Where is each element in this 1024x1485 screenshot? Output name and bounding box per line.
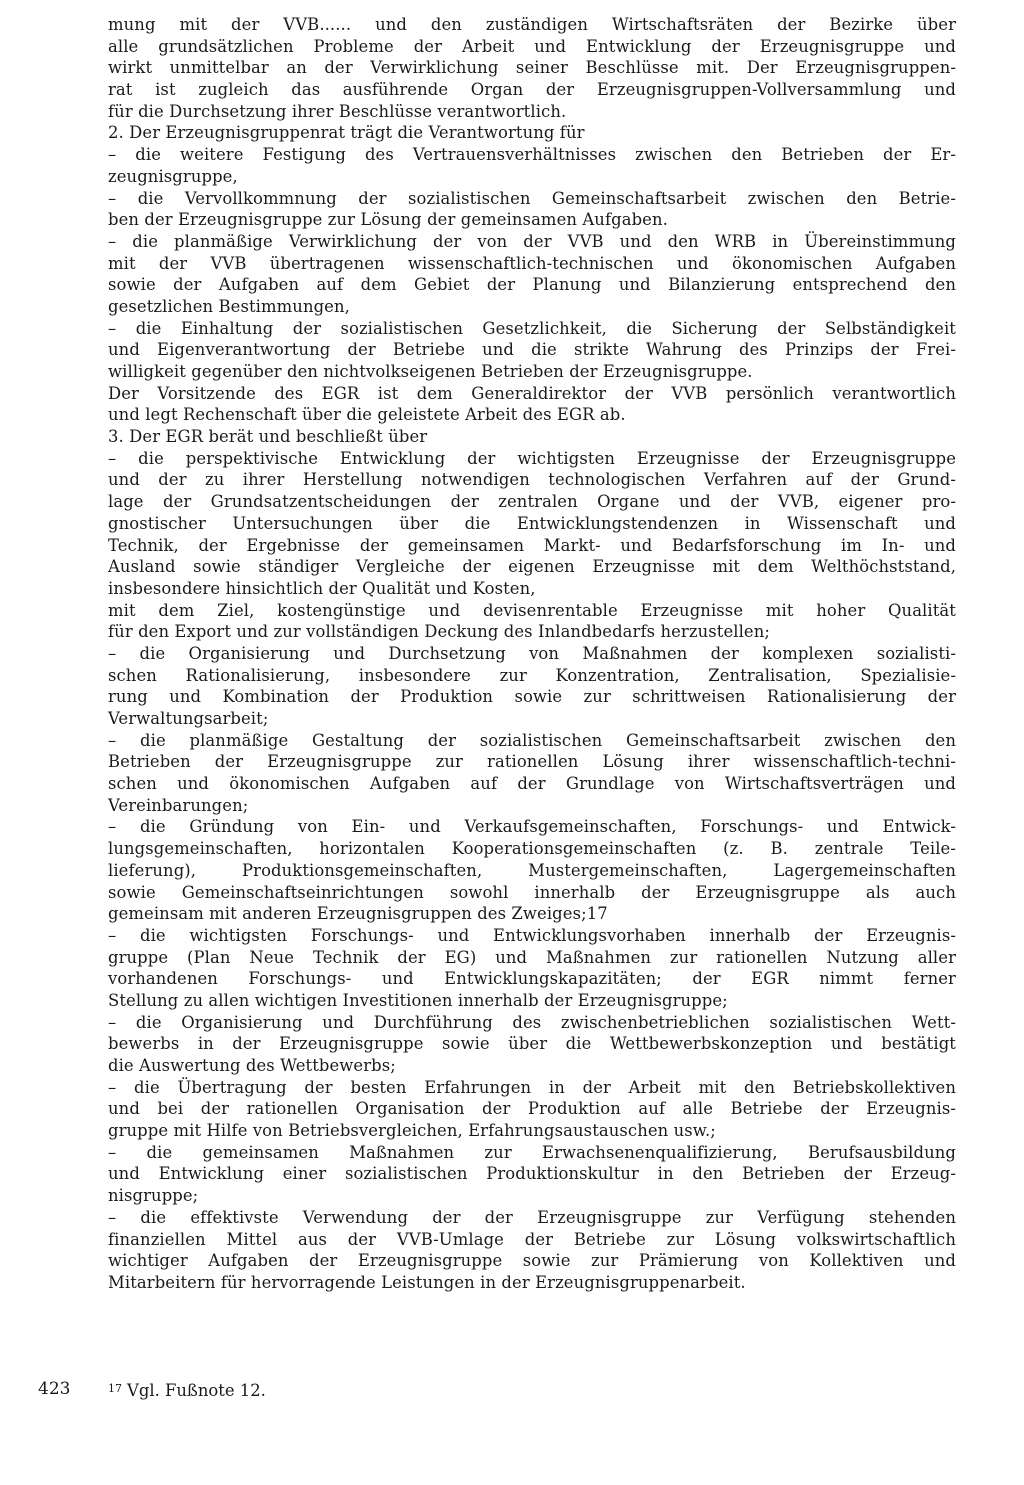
text-line: nisgruppe;	[108, 1186, 199, 1206]
text-line: gruppe mit Hilfe von Betriebsvergleichen, Erfahrungsaustauschen usw.;	[108, 1121, 716, 1141]
text-line: Technik, der Ergebnisse der gemeinsamen Markt- und Bedarfsforschung im In- und	[108, 535, 956, 555]
text-line: rung und Kombination der Produktion sowie zur schrittweisen Rationalisierung der	[108, 687, 956, 707]
text-line: und der zu ihrer Herstellung notwendigen technologischen Verfahren auf der Grund-	[108, 470, 956, 490]
text-line: finanziellen Mittel aus der VVB-Umlage der Betriebe zur Lösung volkswirtschaftlich	[108, 1229, 956, 1249]
text-line: – die wichtigsten Forschungs- und Entwicklungsvorhaben innerhalb der Erzeugnis-	[108, 925, 956, 945]
text-line: zeugnisgruppe,	[108, 166, 238, 186]
text-line: bewerbs in der Erzeugnisgruppe sowie über die Wettbewerbskonzeption und bestätigt	[108, 1034, 956, 1054]
text-line: gruppe (Plan Neue Technik der EG) und Maßnahmen zur rationellen Nutzung aller	[108, 947, 956, 967]
page-number: 423	[38, 1379, 71, 1399]
text-line: 2. Der Erzeugnisgruppenrat trägt die Verantwortung für	[108, 123, 585, 143]
text-line: – die weitere Festigung des Vertrauensverhältnisses zwischen den Betrieben der Er-	[108, 145, 956, 165]
text-line: Der Vorsitzende des EGR ist dem Generaldirektor der VVB persönlich verantwortlich	[108, 383, 956, 403]
text-line: und Eigenverantwortung der Betriebe und die strikte Wahrung des Prinzips der Frei-	[108, 340, 956, 360]
page-footer	[0, 1377, 1024, 1401]
text-line: alle grundsätzlichen Probleme der Arbeit und Entwicklung der Erzeugnisgruppe und	[108, 36, 956, 56]
text-line: Stellung zu allen wichtigen Investitionen innerhalb der Erzeugnisgruppe;	[108, 990, 728, 1010]
text-line: – die Gründung von Ein- und Verkaufsgemeinschaften, Forschungs- und Entwick-	[108, 817, 956, 837]
text-line: rat ist zugleich das ausführende Organ der Erzeugnisgruppen-Vollversammlung und	[108, 80, 956, 100]
body-text	[108, 14, 956, 1294]
text-line: – die Übertragung der besten Erfahrungen in der Arbeit mit den Betriebskollektiven	[108, 1077, 956, 1097]
text-line: – die gemeinsamen Maßnahmen zur Erwachsenenqualifizierung, Berufsausbildung	[108, 1142, 956, 1162]
text-line: und bei der rationellen Organisation der Produktion auf alle Betriebe der Erzeugnis-	[108, 1099, 956, 1119]
text-line: – die Organisierung und Durchführung des zwischenbetrieblichen sozialistischen Wett-	[108, 1012, 956, 1032]
text-line: mit dem Ziel, kostengünstige und devisenrentable Erzeugnisse mit hoher Qualität	[108, 600, 956, 620]
text-line: vorhandenen Forschungs- und Entwicklungskapazitäten; der EGR nimmt ferner	[108, 969, 956, 989]
text-line: willigkeit gegenüber den nichtvolkseigenen Betrieben der Erzeugnisgruppe.	[108, 362, 753, 381]
text-line: wirkt unmittelbar an der Verwirklichung seiner Beschlüsse mit. Der Erzeugnisgruppen-	[108, 58, 956, 78]
text-line: – die perspektivische Entwicklung der wichtigsten Erzeugnisse der Erzeugnisgruppe	[108, 448, 956, 468]
text-line: mung mit der VVB...... und den zuständigen Wirtschaftsräten der Bezirke über	[108, 15, 956, 34]
text-line: Ausland sowie ständiger Vergleiche der eigenen Erzeugnisse mit dem Welthöchststand,	[108, 557, 956, 577]
text-line: – die effektivste Verwendung der der Erzeugnisgruppe zur Verfügung stehenden	[108, 1207, 956, 1227]
text-line: ben der Erzeugnisgruppe zur Lösung der gemeinsamen Aufgaben.	[108, 210, 668, 230]
text-line: schen Rationalisierung, insbesondere zur Konzentration, Zentralisation, Spezialisie-	[108, 665, 956, 685]
text-line: lage der Grundsatzentscheidungen der zentralen Organe und der VVB, eigener pro-	[108, 492, 956, 512]
footnote	[108, 1377, 266, 1403]
text-line: sowie der Aufgaben auf dem Gebiet der Planung und Bilanzierung entsprechend den	[108, 275, 956, 295]
text-line: und legt Rechenschaft über die geleistete Arbeit des EGR ab.	[108, 405, 626, 425]
text-line: Betrieben der Erzeugnisgruppe zur rationellen Lösung ihrer wissenschaftlich-techni-	[108, 752, 956, 772]
text-line: 3. Der EGR berät und beschließt über	[108, 427, 428, 447]
text-line: schen und ökonomischen Aufgaben auf der Grundlage von Wirtschaftsverträgen und	[108, 774, 956, 794]
text-line: lieferung), Produktionsgemeinschaften, Mustergemeinschaften, Lagergemeinschaften	[108, 860, 956, 880]
text-line: insbesondere hinsichtlich der Qualität und Kosten,	[108, 578, 536, 598]
text-line: – die planmäßige Gestaltung der sozialistischen Gemeinschaftsarbeit zwischen den	[108, 730, 956, 750]
text-line: lungsgemeinschaften, horizontalen Kooperationsgemeinschaften (z. B. zentrale Teile-	[108, 839, 956, 859]
text-line: gesetzlichen Bestimmungen,	[108, 296, 350, 316]
text-line: mit der VVB übertragenen wissenschaftlich-technischen und ökonomischen Aufgaben	[108, 253, 956, 273]
footnote-marker: 17	[108, 1382, 122, 1395]
text-line: Mitarbeitern für hervorragende Leistungen in der Erzeugnisgruppenarbeit.	[108, 1272, 746, 1292]
text-line: Verwaltungsarbeit;	[108, 709, 269, 728]
text-line: gnostischer Untersuchungen über die Entwicklungstendenzen in Wissenschaft und	[108, 513, 956, 533]
text-line: – die Einhaltung der sozialistischen Gesetzlichkeit, die Sicherung der Selbständigkeit	[108, 318, 956, 338]
text-line: – die planmäßige Verwirklichung der von der VVB und den WRB in Übereinstimmung	[108, 231, 956, 251]
text-line: für den Export und zur vollständigen Deckung des Inlandbedarfs herzustellen;	[108, 622, 771, 642]
text-line: für die Durchsetzung ihrer Beschlüsse verantwortlich.	[108, 101, 567, 121]
text-line: gemeinsam mit anderen Erzeugnisgruppen des Zweiges;17	[108, 904, 608, 924]
text-line: die Auswertung des Wettbewerbs;	[108, 1056, 396, 1075]
text-line: sowie Gemeinschaftseinrichtungen sowohl innerhalb der Erzeugnisgruppe als auch	[108, 882, 956, 902]
text-line: Vereinbarungen;	[108, 795, 249, 815]
text-line: – die Organisierung und Durchsetzung von Maßnahmen der komplexen sozialisti-	[108, 643, 956, 663]
text-line: – die Vervollkommnung der sozialistischen Gemeinschaftsarbeit zwischen den Betrie-	[108, 188, 956, 208]
footnote-text: Vgl. Fußnote 12.	[127, 1381, 266, 1400]
text-line: und Entwicklung einer sozialistischen Produktionskultur in den Betrieben der Erzeug-	[108, 1164, 956, 1184]
text-line: wichtiger Aufgaben der Erzeugnisgruppe sowie zur Prämierung von Kollektiven und	[108, 1251, 956, 1271]
